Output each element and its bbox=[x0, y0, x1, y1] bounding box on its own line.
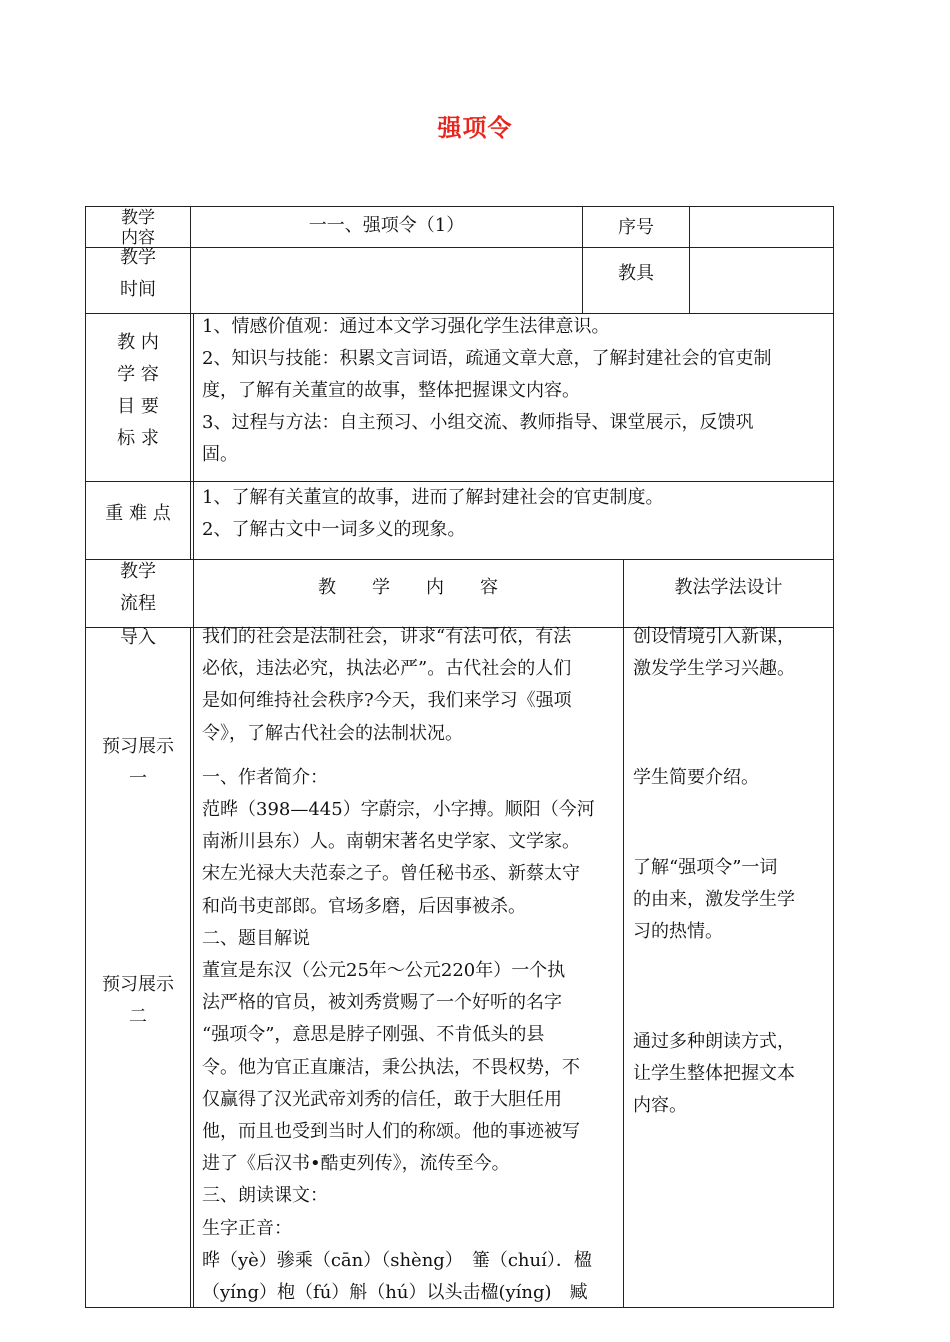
content-line: 是如何维持社会秩序?今天，我们来学习《强项 bbox=[202, 690, 572, 712]
content-line: 必依，违法必究，执法必严”。古代社会的人们 bbox=[202, 658, 572, 680]
lesson-title: 一一、强项令（1） bbox=[308, 215, 465, 236]
content-line: 晔（yè）骖乘（cān）（shèng） 箠（chuí）．楹 bbox=[202, 1249, 592, 1271]
objectives-label-3: 目 要 bbox=[117, 396, 159, 417]
content-line: 南淅川县东）人。南朝宋著名史学家、文学家。 bbox=[202, 831, 580, 853]
lesson-content bbox=[202, 621, 616, 1307]
method-line: 习的热情。 bbox=[633, 921, 723, 942]
content-line: 令。他为官正直廉洁，秉公执法，不畏权势，不 bbox=[202, 1056, 580, 1078]
process-label-a: 教学 bbox=[120, 561, 156, 582]
content-line: 范晔（398—445）字蔚宗，小字搏。顺阳（今河 bbox=[202, 799, 595, 821]
key-points-content bbox=[202, 482, 826, 558]
objectives-label-2: 学 容 bbox=[117, 364, 159, 385]
step-preview-2-b: 二 bbox=[129, 1006, 147, 1027]
step-preview-1-b: 一 bbox=[129, 768, 147, 789]
content-line: “强项令”，意思是脖子刚强、不肯低头的县 bbox=[202, 1024, 545, 1046]
content-line: 和尚书吏部郎。官场多磨，后因事被杀。 bbox=[202, 895, 526, 917]
content-line: 董宣是东汉（公元25年～公元220年）一个执 bbox=[202, 960, 566, 982]
aid-value bbox=[690, 258, 833, 292]
serial-label: 序号 bbox=[618, 217, 654, 238]
method-note-intro bbox=[633, 621, 828, 687]
method-line: 通过多种朗读方式， bbox=[633, 1031, 795, 1052]
content-line: 生字正音： bbox=[202, 1217, 292, 1239]
method-line: 内容。 bbox=[633, 1095, 687, 1116]
content-line: 令》，了解古代社会的法制状况。 bbox=[202, 722, 463, 744]
row2-label-a: 教学 bbox=[120, 247, 156, 268]
content-line: （yíng）枹（fú）斛（hú）以头击楹(yíng) 臧 bbox=[202, 1282, 588, 1304]
method-header: 教法学法设计 bbox=[674, 577, 783, 598]
objective-line: 1、情感价值观：通过本文学习强化学生法律意识。 bbox=[202, 316, 610, 337]
aid-label: 教具 bbox=[618, 263, 654, 284]
objective-line: 3、过程与方法：自主预习、小组交流、教师指导、课堂展示，反馈巩 bbox=[202, 412, 754, 433]
row1-label bbox=[86, 207, 190, 247]
key-point-line: 2、了解古文中一词多义的现象。 bbox=[202, 519, 466, 540]
objectives-label-4: 标 求 bbox=[117, 428, 159, 449]
objectives-label bbox=[86, 327, 190, 477]
content-line bbox=[202, 750, 616, 762]
content-header: 教 学 内 容 bbox=[318, 577, 498, 598]
content-line: 进了《后汉书•酷吏列传》，流传至今。 bbox=[202, 1153, 510, 1175]
key-point-line: 1、了解有关董宣的故事，进而了解封建社会的官吏制度。 bbox=[202, 487, 664, 508]
step-preview-1-a: 预习展示 bbox=[102, 736, 174, 757]
objectives-label-1: 教 内 bbox=[117, 332, 159, 353]
content-line: 我们的社会是法制社会，讲求“有法可依，有法 bbox=[202, 626, 572, 647]
content-line: 三、朗读课文： bbox=[202, 1185, 328, 1207]
row2-label bbox=[86, 242, 190, 312]
method-line: 创设情境引入新课， bbox=[633, 626, 795, 647]
page-title: 强项令 bbox=[437, 114, 513, 142]
method-note-title bbox=[633, 852, 828, 952]
content-line: 仅赢得了汉光武帝刘秀的信任，敢于大胆任用 bbox=[202, 1088, 562, 1110]
row1-label-b: 内容 bbox=[121, 228, 155, 248]
serial-value bbox=[690, 212, 833, 246]
content-line: 他，而且也受到当时人们的称颂。他的事迹被写 bbox=[202, 1121, 580, 1143]
objectives-content bbox=[202, 311, 826, 479]
objective-line: 2、知识与技能：积累文言词语，疏通文章大意，了解封建社会的官吏制 bbox=[202, 348, 772, 369]
method-line: 让学生整体把握文本 bbox=[633, 1063, 795, 1084]
method-line: 激发学生学习兴趣。 bbox=[633, 658, 795, 679]
step-preview-2-a: 预习展示 bbox=[102, 974, 174, 995]
method-line: 了解“强项令”一词 bbox=[633, 857, 778, 878]
content-line: 二、题目解说 bbox=[202, 927, 310, 949]
step-intro: 导入 bbox=[120, 627, 156, 648]
step-preview-1 bbox=[86, 731, 190, 795]
process-label bbox=[86, 556, 190, 626]
method-note-author: 学生简要介绍。 bbox=[633, 767, 759, 788]
method-line: 的由来，激发学生学 bbox=[633, 889, 795, 910]
key-points-label: 重 难 点 bbox=[105, 503, 171, 524]
method-note-reading bbox=[633, 1026, 828, 1126]
objective-line: 度，了解有关董宣的故事，整体把握课文内容。 bbox=[202, 380, 580, 401]
content-line: 宋左光禄大夫范泰之子。曾任秘书丞、新蔡太守 bbox=[202, 863, 580, 885]
content-line: 一、作者简介： bbox=[202, 766, 328, 788]
row1-label-a: 教学 bbox=[121, 208, 155, 228]
objective-line: 固。 bbox=[202, 444, 238, 465]
row2-label-b: 时间 bbox=[120, 279, 156, 300]
process-label-b: 流程 bbox=[120, 593, 156, 614]
step-preview-2 bbox=[86, 969, 190, 1033]
time-value bbox=[194, 260, 580, 294]
content-line: 法严格的官员，被刘秀赏赐了一个好听的名字 bbox=[202, 992, 562, 1014]
